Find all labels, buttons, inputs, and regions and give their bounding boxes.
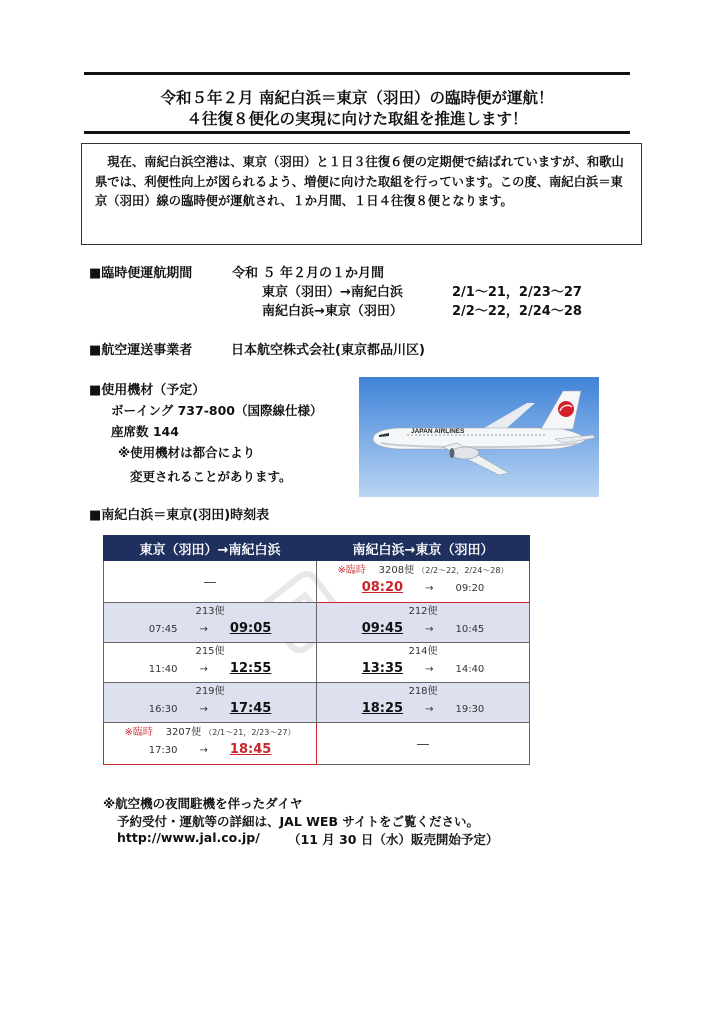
flight-number: 213便 <box>195 606 225 617</box>
arrow-icon: → <box>425 664 434 675</box>
timetable <box>103 535 530 765</box>
flight-cell-special <box>104 723 317 765</box>
flight-cell <box>104 603 317 643</box>
arrival-time: 19:30 <box>455 704 485 715</box>
jal-website-link[interactable]: http://www.jal.co.jp/ <box>117 830 260 845</box>
arrival-time: 10:45 <box>455 624 485 635</box>
table-row <box>104 603 530 643</box>
departure-time: 13:35 <box>361 661 404 676</box>
aircraft-seats: 座席数 144 <box>111 424 179 439</box>
special-mark: ※臨時 <box>124 727 153 738</box>
period-dates-2: 2/2～22，2/24～28 <box>452 304 582 319</box>
livery-text: JAPAN AIRLINES <box>411 428 465 435</box>
flight-cell <box>317 643 530 683</box>
intro-text: 現在、南紀白浜空港は、東京（羽田）と１日３往復６便の定期便で結ばれていますが、和歌山県では、利便性向上が図られるよう、増便に向けた取組を行っています。この度、南紀白浜＝東京（羽田）線の臨時便が運航され、１か月間、１日４往復８便となります。 <box>95 155 624 208</box>
arrow-icon: → <box>199 624 208 635</box>
flight-cell <box>317 603 530 643</box>
arrow-icon: → <box>425 704 434 715</box>
flight-number: 212便 <box>408 606 438 617</box>
empty-dash: ― <box>204 574 216 589</box>
timetable-heading: ■南紀白浜＝東京(羽田)時刻表 <box>89 508 270 523</box>
flight-cell-special <box>317 561 530 603</box>
flight-cell <box>104 683 317 723</box>
departure-time: 08:20 <box>361 580 404 595</box>
arrival-time: 09:20 <box>455 583 485 594</box>
departure-time: 09:45 <box>361 621 404 636</box>
period-route-2: 南紀白浜→東京（羽田） <box>262 304 403 319</box>
flight-number: 3207便 <box>165 727 202 738</box>
title-top-rule <box>84 72 630 75</box>
departure-time: 16:30 <box>148 704 178 715</box>
column-header-shirahama-haneda: 南紀白浜→東京（羽田） <box>317 536 530 561</box>
special-mark: ※臨時 <box>337 565 366 576</box>
arrival-time: 12:55 <box>229 661 272 676</box>
operator-heading: ■航空運送事業者 <box>89 343 193 358</box>
arrow-icon: → <box>425 624 434 635</box>
sale-start-note: （11 月 30 日（水）販売開始予定） <box>288 832 499 847</box>
period-value: 令和 ５ 年２月の１か月間 <box>232 266 385 281</box>
aircraft-heading: ■使用機材（予定） <box>89 383 206 398</box>
table-row <box>104 683 530 723</box>
page-title-line2: ４往復８便化の実現に向けた取組を推進します！ <box>186 110 528 128</box>
boeing-737-image <box>359 377 599 497</box>
title-bottom-rule <box>84 131 630 134</box>
arrow-icon: → <box>199 704 208 715</box>
arrival-time: 18:45 <box>229 742 272 757</box>
arrow-icon: → <box>199 664 208 675</box>
period-route-1: 東京（羽田）→南紀白浜 <box>262 285 403 300</box>
flight-number: 218便 <box>408 686 438 697</box>
table-row <box>104 643 530 683</box>
column-header-haneda-shirahama: 東京（羽田）→南紀白浜 <box>104 536 317 561</box>
departure-time: 17:30 <box>148 745 178 756</box>
intro-box <box>81 143 642 245</box>
flight-number: 215便 <box>195 646 225 657</box>
timetable-header-row <box>104 536 530 561</box>
aircraft-note-2: 変更されることがあります。 <box>130 469 292 484</box>
arrival-time: 14:40 <box>455 664 485 675</box>
period-heading: ■臨時便運航期間 <box>89 266 193 281</box>
arrow-icon: → <box>199 745 208 756</box>
page-title-line1: 令和５年２月 南紀白浜＝東京（羽田）の臨時便が運航！ <box>160 89 554 107</box>
footer-info: 予約受付・運航等の詳細は、JAL WEB サイトをご覧ください。 <box>117 814 479 829</box>
departure-time: 11:40 <box>148 664 178 675</box>
arrival-time: 09:05 <box>229 621 272 636</box>
period-dates-1: 2/1～21，2/23～27 <box>452 285 582 300</box>
flight-cell <box>317 683 530 723</box>
arrival-time: 17:45 <box>229 701 272 716</box>
flight-cell-empty <box>104 561 317 603</box>
aircraft-model: ボーイング 737-800（国際線仕様） <box>111 403 323 418</box>
empty-dash: ― <box>417 736 429 751</box>
arrow-icon: → <box>425 583 434 594</box>
departure-time: 07:45 <box>148 624 178 635</box>
special-dates: （2/1～21，2/23～27） <box>204 728 296 737</box>
flight-cell <box>104 643 317 683</box>
operator-value: 日本航空株式会社(東京都品川区) <box>231 343 425 358</box>
departure-time: 18:25 <box>361 701 404 716</box>
special-dates: （2/2～22，2/24～28） <box>417 566 509 575</box>
footer-note: ※航空機の夜間駐機を伴ったダイヤ <box>103 796 303 811</box>
aircraft-photo <box>359 377 599 497</box>
flight-number: 214便 <box>408 646 438 657</box>
table-row <box>104 723 530 765</box>
flight-number: 219便 <box>195 686 225 697</box>
aircraft-note-1: ※使用機材は都合により <box>118 445 256 460</box>
flight-cell-empty <box>317 723 530 765</box>
table-row <box>104 561 530 603</box>
flight-number: 3208便 <box>378 565 415 576</box>
